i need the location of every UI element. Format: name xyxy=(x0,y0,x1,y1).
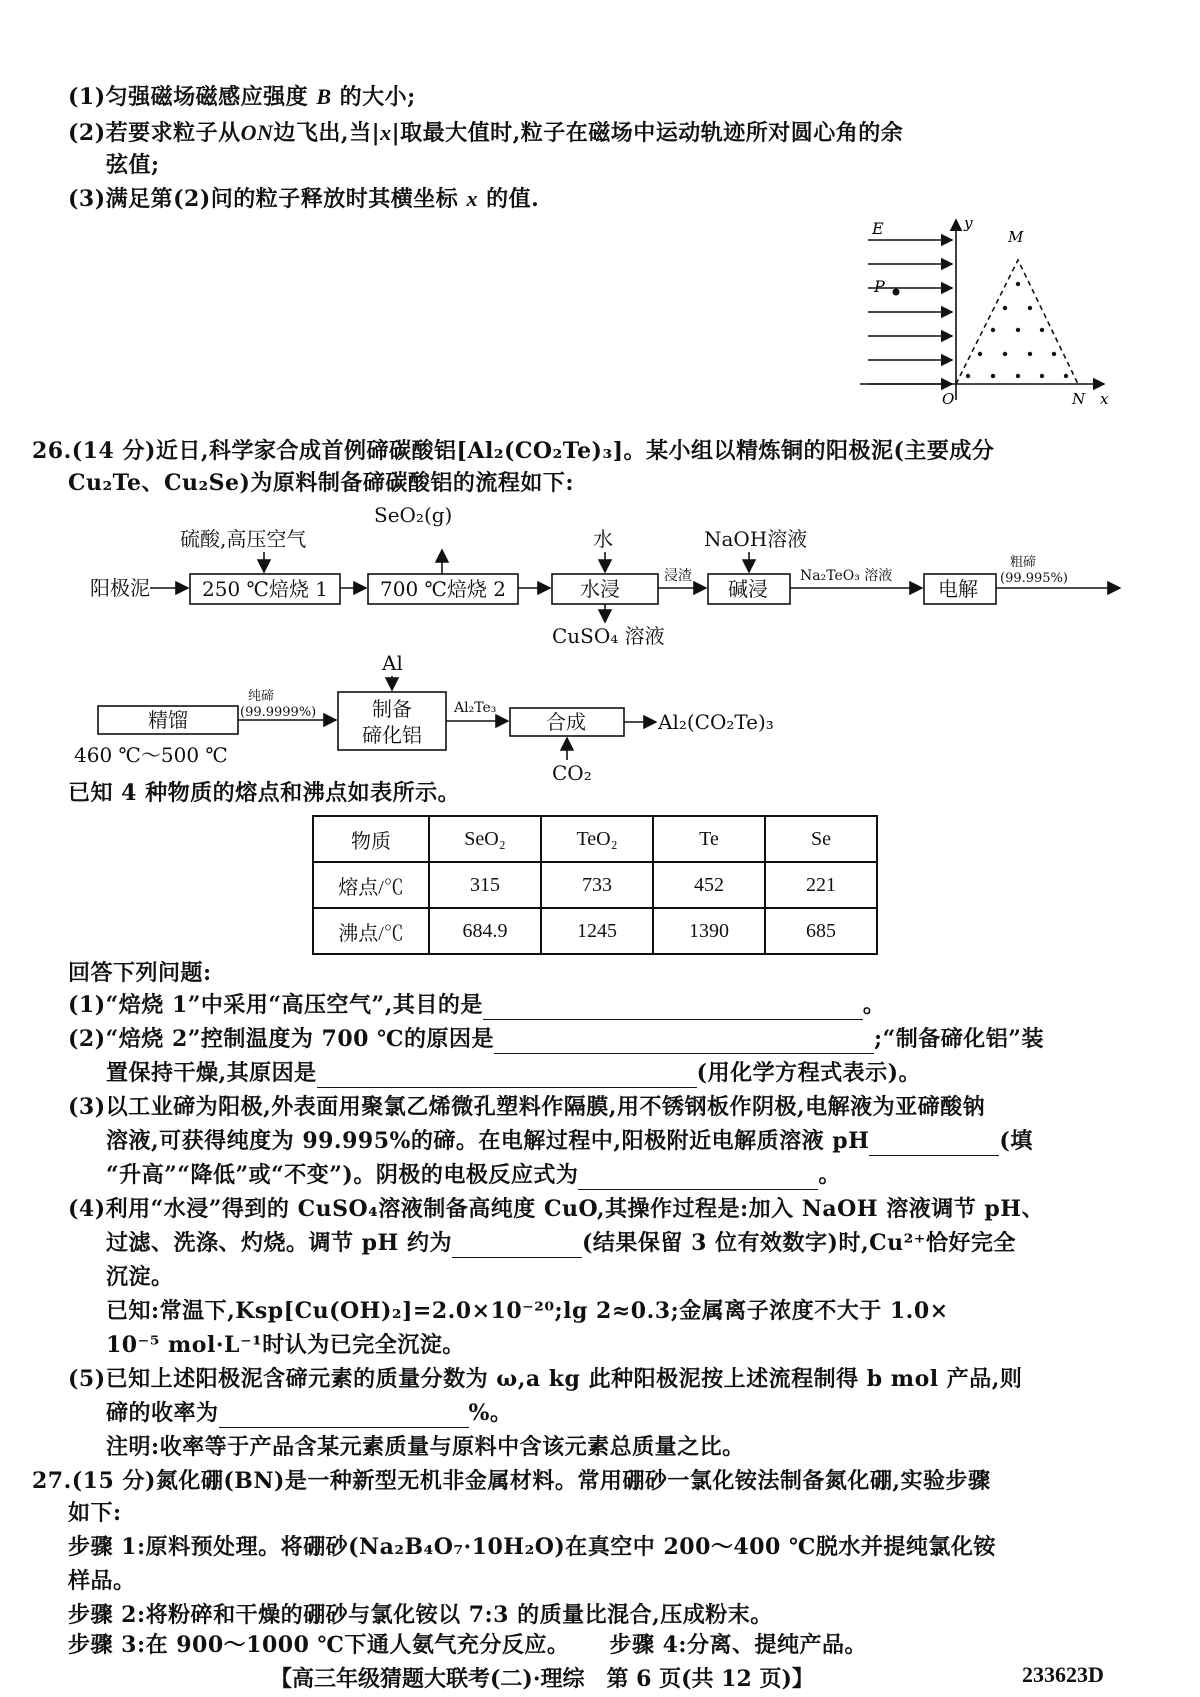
flow-input-1: 硫酸,高压空气 xyxy=(180,527,307,551)
q26-p3-text-e: 。 xyxy=(818,1162,841,1188)
q25-sub3 xyxy=(68,184,539,214)
answer-blank[interactable] xyxy=(452,1233,582,1258)
answer-intro: 回答下列问题: xyxy=(68,960,212,986)
table-cell: 1390 xyxy=(653,908,765,954)
q25-sub3-x: x xyxy=(466,186,478,211)
label-p: P xyxy=(874,277,885,296)
q27-step3: 步骤 3:在 900～1000 ℃下通人氨气充分反应。 步骤 4:分离、提纯产品。 xyxy=(68,1632,868,1658)
process-flowchart xyxy=(74,500,1130,785)
q26-p1-text: (1)“焙烧 1”中采用“高压空气”,其目的是 xyxy=(68,992,483,1018)
flow-input-water: 水 xyxy=(593,527,613,551)
q26-part4-l5: 10⁻⁵ mol·L⁻¹时认为已完全沉淀。 xyxy=(106,1332,465,1358)
q27-step2: 步骤 2:将粉碎和干燥的硼砂与氯化铵以 7:3 的质量比混合,压成粉末。 xyxy=(68,1602,773,1628)
q25-sub2 xyxy=(68,118,903,148)
table-header-row xyxy=(313,816,877,862)
q25-sub2-b: 边飞出,当| xyxy=(273,120,381,146)
electric-field-lines xyxy=(868,240,952,384)
magnetic-field-dots xyxy=(966,282,1068,378)
q26-part4-l4: 已知:常温下,Ksp[Cu(OH)₂]=2.0×10⁻²⁰;lg 2≈0.3;金属离子浓度不大于 1.0× xyxy=(106,1298,949,1324)
flow-box-roast2: 700 ℃焙烧 2 xyxy=(380,577,506,601)
table-header: Te xyxy=(653,816,765,862)
flow-output-seo2: SeO₂(g) xyxy=(374,503,453,527)
flow-start: 阳极泥 xyxy=(90,576,150,600)
answer-blank[interactable] xyxy=(494,1029,874,1054)
answer-blank[interactable] xyxy=(219,1403,469,1428)
answer-blank[interactable] xyxy=(317,1063,697,1088)
q26-part2-cont xyxy=(106,1058,921,1088)
flow-input-co2: CO₂ xyxy=(552,761,592,785)
flow-box-distill: 精馏 xyxy=(148,708,188,732)
flow-label-pure-purity: (99.9999%) xyxy=(240,705,317,720)
page-code: 233623D xyxy=(1022,1662,1104,1687)
q26-p3-text-b: 溶液,可获得纯度为 99.995%的碲。在电解过程中,阳极附近电解质溶液 pH xyxy=(106,1128,870,1154)
flow-label-crude-purity: (99.995%) xyxy=(1000,571,1068,586)
table-cell: 熔点/℃ xyxy=(313,862,429,908)
q25-sub3-b: 的值. xyxy=(486,186,540,212)
q27-step1-cont: 样品。 xyxy=(68,1568,136,1594)
q27-stem-line1: 27.(15 分)氮化硼(BN)是一种新型无机非金属材料。常用硼砂一氯化铵法制备氮化硼,实验步骤 xyxy=(32,1468,991,1494)
flow-product: Al₂(CO₂Te)₃ xyxy=(658,710,774,734)
table-header: SeO₂ xyxy=(429,816,541,862)
q25-sub2-x: x xyxy=(380,120,392,145)
table-header: Se xyxy=(765,816,877,862)
q26-p3-text-d: “升高”“降低”或“不变”)。阴极的电极反应式为 xyxy=(106,1162,579,1188)
q25-sub1 xyxy=(68,82,416,112)
label-e: E xyxy=(872,219,884,238)
label-o: O xyxy=(942,390,955,408)
flow-box-leach: 水浸 xyxy=(580,577,620,601)
flow-label-pure-te: 纯碲 xyxy=(248,689,275,704)
page-footer: 【高三年级猜题大联考(二)·理综 第 6 页(共 12 页)】 xyxy=(270,1666,814,1692)
q27-step4: 步骤 4:分离、提纯产品。 xyxy=(609,1632,868,1658)
q26-part4-l3: 沉淀。 xyxy=(106,1264,174,1290)
q26-part4-l1: (4)利用“水浸”得到的 CuSO₄溶液制备高纯度 CuO,其操作过程是:加入 NaOH 溶液调节 pH、 xyxy=(68,1196,1045,1222)
q26-p5-text-c: %。 xyxy=(468,1400,513,1426)
q25-sub2-on: ON xyxy=(240,120,274,145)
q26-part3-l3 xyxy=(106,1160,841,1190)
table-intro: 已知 4 种物质的熔点和沸点如表所示。 xyxy=(68,780,461,806)
q26-p5-text-b: 碲的收率为 xyxy=(106,1400,219,1426)
label-y: y xyxy=(964,214,973,232)
flow-label-al2te3: Al₂Te₃ xyxy=(454,700,497,716)
table-cell: 315 xyxy=(429,862,541,908)
q25-sub2-c: |取最大值时,粒子在磁场中运动轨迹所对圆心角的余 xyxy=(391,120,904,146)
table-header: TeO₂ xyxy=(541,816,653,862)
q26-part4-l2 xyxy=(106,1228,1016,1258)
flow-label-crude-te: 粗碲 xyxy=(1010,555,1037,570)
answer-blank[interactable] xyxy=(483,995,863,1020)
q26-p3-text-c: (填 xyxy=(999,1128,1033,1154)
q26-p2-text-c: 置保持干燥,其原因是 xyxy=(106,1060,317,1086)
triangle-boundary xyxy=(956,260,1078,384)
q27-step1: 步骤 1:原料预处理。将硼砂(Na₂B₄O₇·10H₂O)在真空中 200～400 ℃脱水并提纯氯化铵 xyxy=(68,1534,996,1560)
q26-part2 xyxy=(68,1024,1044,1054)
label-n: N xyxy=(1072,390,1086,408)
flow-input-al: Al xyxy=(382,651,403,675)
flow-output-cuso4: CuSO₄ 溶液 xyxy=(552,624,665,648)
q26-part5-note: 注明:收率等于产品含某元素质量与原料中含该元素总质量之比。 xyxy=(106,1434,745,1460)
q26-stem-line1: 26.(14 分)近日,科学家合成首例碲碳酸铝[Al₂(CO₂Te)₃]。某小组以精炼铜的阳极泥(主要成分 xyxy=(32,438,995,464)
table-header: 物质 xyxy=(313,816,429,862)
q26-p4-text-b: 过滤、洗涤、灼烧。调节 pH 约为 xyxy=(106,1230,452,1256)
table-cell: 685 xyxy=(765,908,877,954)
field-diagram xyxy=(860,212,1120,412)
q25-sub3-a: (3)满足第(2)问的粒子释放时其横坐标 xyxy=(68,186,459,212)
table-cell: 733 xyxy=(541,862,653,908)
table-cell: 684.9 xyxy=(429,908,541,954)
q25-sub1-text: (1)匀强磁场磁感应强度 xyxy=(68,84,309,110)
q26-p4-text-c: (结果保留 3 位有效数字)时,Cu²⁺恰好完全 xyxy=(582,1230,1016,1256)
flow-box-prep-1: 制备 xyxy=(372,697,412,721)
q26-stem-line2: Cu₂Te、Cu₂Se)为原料制备碲碳酸铝的流程如下: xyxy=(68,470,575,496)
flow-box-alkali: 碱浸 xyxy=(728,577,768,601)
table-row xyxy=(313,908,877,954)
flow-box-prep-2: 碲化铝 xyxy=(362,723,422,747)
q26-part5-l1: (5)已知上述阳极泥含碲元素的质量分数为 ω,a kg 此种阳极泥按上述流程制得 b mol 产品,则 xyxy=(68,1366,1023,1392)
q26-p2-text-b: ;“制备碲化铝”装 xyxy=(874,1026,1044,1052)
flow-box-roast1: 250 ℃焙烧 1 xyxy=(202,577,328,601)
q26-p2-text: (2)“焙烧 2”控制温度为 700 ℃的原因是 xyxy=(68,1026,495,1052)
flow-box-synth: 合成 xyxy=(546,710,586,734)
answer-blank[interactable] xyxy=(578,1165,818,1190)
q25-sub2-cont: 弦值; xyxy=(106,152,160,178)
flow-label-na2teo3: Na₂TeO₃ 溶液 xyxy=(800,568,893,584)
label-x: x xyxy=(1100,390,1109,408)
q26-part5-l2 xyxy=(106,1398,512,1428)
table-cell: 221 xyxy=(765,862,877,908)
q26-p2-text-d: (用化学方程式表示)。 xyxy=(696,1060,921,1086)
q26-part3-l2 xyxy=(106,1126,1033,1156)
q26-p1-end: 。 xyxy=(862,992,886,1018)
flow-label-residue: 浸渣 xyxy=(664,568,692,584)
answer-blank[interactable] xyxy=(869,1131,999,1156)
q26-part1 xyxy=(68,990,885,1020)
flow-input-naoh: NaOH溶液 xyxy=(704,527,808,551)
label-m: M xyxy=(1008,228,1024,246)
flow-box-electrolysis: 电解 xyxy=(938,577,978,601)
q25-sub1-var: B xyxy=(316,84,332,109)
flow-distill-temp: 460 ℃～500 ℃ xyxy=(74,743,228,767)
table-cell: 1245 xyxy=(541,908,653,954)
q25-sub1-tail: 的大小; xyxy=(339,84,416,110)
table-cell: 沸点/℃ xyxy=(313,908,429,954)
q25-sub2-a: (2)若要求粒子从 xyxy=(68,120,241,146)
particle-p xyxy=(893,289,900,296)
q27-stem-line2: 如下: xyxy=(68,1500,122,1526)
table-cell: 452 xyxy=(653,862,765,908)
table-row xyxy=(313,862,877,908)
properties-table xyxy=(312,815,878,955)
q26-part3-l1: (3)以工业碲为阳极,外表面用聚氯乙烯微孔塑料作隔膜,用不锈钢板作阴极,电解液为亚碲酸钠 xyxy=(68,1094,986,1120)
